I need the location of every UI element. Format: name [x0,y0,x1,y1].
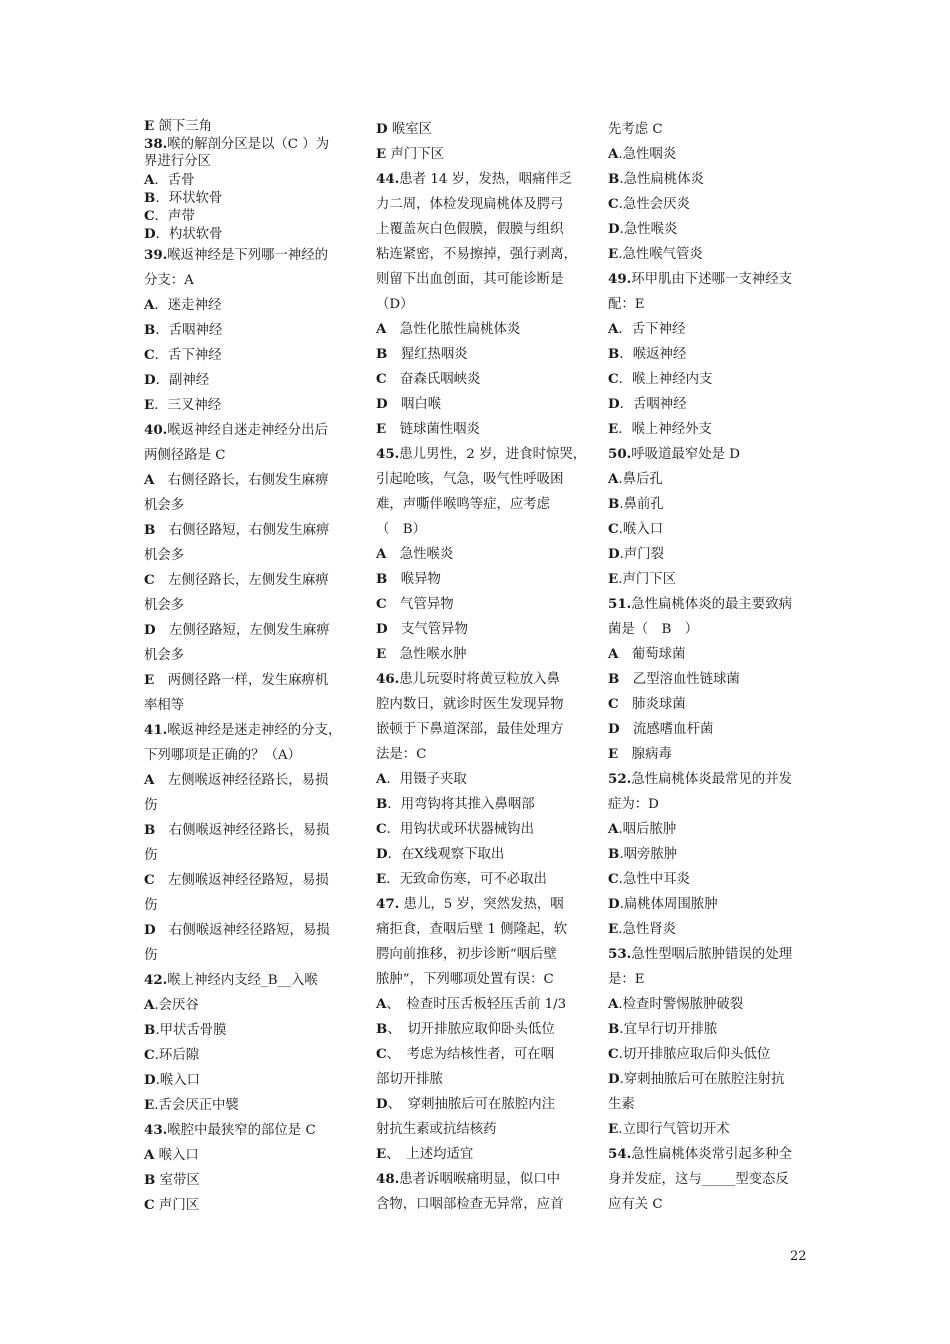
text-line: 伤 [144,848,158,863]
text-line: 应有关 C [608,1197,663,1212]
text-line: B.宜早行切开排脓 [608,1021,718,1037]
text-line: 粘连紧密，不易擦掉，强行剥离， [376,247,577,262]
text-line: 分支：A [144,273,194,288]
text-line: B．舌咽神经 [144,322,223,338]
text-line: D.穿刺抽脓后可在脓腔注射抗 [608,1071,785,1087]
text-line: 配：E [608,297,645,312]
text-line: 法是：C [376,747,427,762]
text-line: C.急性会厌炎 [608,196,690,212]
text-line: D 流感嗜血杆菌 [608,721,714,737]
text-line: D 右侧喉返神经径路短，易损 [144,922,330,938]
text-line: D.喉入口 [144,1072,201,1088]
text-line: E 链球菌性咽炎 [376,421,480,437]
text-line: E．喉上神经外支 [608,421,712,437]
text-line: A.急性咽炎 [608,146,677,162]
text-line: E.立即行气管切开术 [608,1121,730,1137]
text-line: 40.喉返神经自迷走神经分出后 [144,422,328,438]
text-line: A.鼻后孔 [608,471,663,487]
text-line: B．喉返神经 [608,346,687,362]
text-line: B 乙型溶血性链球菌 [608,671,740,687]
text-line: C．喉上神经内支 [608,371,713,387]
text-line: 52.急性扁桃体炎最常见的并发 [608,771,792,787]
text-line: E.舌会厌正中襞 [144,1097,239,1113]
text-line: E.急性肾炎 [608,921,677,937]
text-line: D.急性喉炎 [608,221,678,237]
text-line: C 左侧喉返神经径路短，易损 [144,872,329,888]
text-line: （ B） [376,522,427,537]
text-line: 部切开排脓 [376,1072,443,1087]
text-line: B、 切开排脓应取仰卧头低位 [376,1021,555,1037]
text-line: 伤 [144,798,158,813]
text-line: 49.环甲肌由下述哪一支神经支 [608,271,792,287]
text-line: E.声门下区 [608,571,677,587]
text-line: B.甲状舌骨膜 [144,1022,227,1038]
text-line: C 气管异物 [376,596,454,612]
page-number: 22 [790,1249,807,1264]
text-line: A．用镊子夹取 [376,771,467,787]
text-line: A 右侧径路长，右侧发生麻痹 [144,472,329,488]
text-line: C 肺炎球菌 [608,696,686,712]
text-line: D 支气管异物 [376,621,468,637]
text-line: E 急性喉水肿 [376,646,467,662]
text-line: 42.喉上神经内支经_B__入喉 [144,972,318,988]
text-line: 上覆盖灰白色假膜，假膜与组织 [376,222,564,237]
text-line: B.急性扁桃体炎 [608,171,704,187]
text-line: C、 考虑为结核性者，可在咽 [376,1046,555,1062]
text-line: A、 检查时压舌板轻压舌前 1/3 [376,996,567,1012]
text-line: 46.患儿玩耍时将黄豆粒放入鼻 [376,671,560,687]
text-line: C．用钩状或环状器械钩出 [376,821,534,837]
text-line: E 颌下三角 [144,118,213,134]
text-line: B．环状软骨 [144,190,223,206]
text-line: 51.急性扁桃体炎的最主要致病 [608,596,792,612]
text-line: C 声门区 [144,1197,200,1213]
text-line: 引起呛咳，气急，吸气性呼吸困 [376,472,564,487]
text-line: D．舌咽神经 [608,396,687,412]
text-line: C.切开排脓应取后仰头低位 [608,1046,771,1062]
text-line: A 左侧喉返神经径路长，易损 [144,772,329,788]
text-line: 界进行分区 [144,154,211,169]
text-line: A 喉入口 [144,1147,199,1163]
text-line: 率相等 [144,698,185,713]
text-line: D 喉室区 [376,121,433,137]
text-line: 机会多 [144,598,185,613]
text-line: E 腺病毒 [608,746,672,762]
text-line: 44.患者 14 岁，发热，咽痛伴乏 [376,171,573,187]
text-line: 机会多 [144,548,185,563]
text-line: 54.急性扁桃体炎常引起多种全 [608,1146,792,1162]
text-line: 难，声嘶伴喉鸣等症，应考虑 [376,497,551,512]
text-line: 症为：D [608,797,659,812]
text-line: D 咽白喉 [376,396,442,412]
text-line: 48.患者诉咽喉痛明显，似口中 [376,1171,560,1187]
text-line: 39.喉返神经是下列哪一神经的 [144,247,328,263]
text-line: 45.患儿男性，2 岁，进食时惊哭， [376,446,587,462]
text-line: C.急性中耳炎 [608,871,690,887]
text-line: E．无致命伤寒，可不必取出 [376,871,547,887]
text-line: C 左侧径路长，左侧发生麻痹 [144,572,329,588]
text-line: 身并发症，这与_____型变态反 [608,1172,789,1187]
text-line: 47. 患儿，5 岁，突然发热，咽 [376,896,564,912]
text-line: B 右侧径路短，右侧发生麻痹 [144,522,330,538]
text-line: B.咽旁脓肿 [608,846,678,862]
text-line: A．迷走神经 [144,297,222,313]
text-line: 含物，口咽部检查无异常，应首 [376,1197,564,1212]
text-column-right [608,117,808,1217]
text-line: 射抗生素或抗结核药 [376,1122,497,1137]
text-line: B．用弯钩将其推入鼻咽部 [376,796,535,812]
text-line: 伤 [144,898,158,913]
text-column-middle [376,117,587,1217]
text-line: 43.喉腔中最狭窄的部位是 C [144,1122,316,1138]
text-line: 先考虑 C [608,122,663,137]
text-line: B.鼻前孔 [608,496,664,512]
text-line: 是：E [608,972,645,987]
text-line: 机会多 [144,498,185,513]
text-line: 两侧径路是 C [144,448,226,463]
text-line: 生素 [608,1097,635,1112]
text-line: E 声门下区 [376,146,445,162]
text-line: 伤 [144,948,158,963]
text-line: 力二周，体检发现扁桃体及腭弓 [376,197,564,212]
text-line: A．舌下神经 [608,321,686,337]
text-line: B 右侧喉返神经径路长，易损 [144,822,330,838]
text-line: B 喉异物 [376,571,441,587]
text-line: D.扁桃体周围脓肿 [608,896,718,912]
text-line: C．声带 [144,208,195,224]
text-line: A．舌骨 [144,172,195,188]
text-line: C.喉入口 [608,521,664,537]
text-line: 下列哪项是正确的？（A） [144,748,301,763]
text-line: 嵌顿于下鼻道深部，最佳处理方 [376,722,564,737]
text-line: C.环后隙 [144,1047,200,1063]
text-line: 菌是（ B ） [608,622,699,637]
text-line: 脓肿”，下列哪项处置有误：C [376,972,554,987]
text-line: D．在X线观察下取出 [376,846,505,862]
text-line: E、 上述均适宜 [376,1146,474,1162]
text-line: 53.急性型咽后脓肿错误的处理 [608,946,792,962]
text-line: B 猩红热咽炎 [376,346,468,362]
text-line: E 两侧径路一样，发生麻痹机 [144,672,329,688]
text-line: A 急性喉炎 [376,546,454,562]
text-line: D．杓状软骨 [144,226,223,242]
text-line: D.声门裂 [608,546,665,562]
text-line: C．舌下神经 [144,347,222,363]
text-line: D、 穿刺抽脓后可在脓腔内注 [376,1096,556,1112]
text-line: （D） [376,297,414,312]
text-line: C 奋森氏咽峡炎 [376,371,481,387]
text-line: 则留下出血创面，其可能诊断是 [376,272,564,287]
text-line: A.会厌谷 [144,997,199,1013]
text-line: 41.喉返神经是迷走神经的分支， [144,722,342,738]
text-line: D 左侧径路短，左侧发生麻痹 [144,622,330,638]
text-column-left [144,117,344,1218]
text-line: A.检查时警惕脓肿破裂 [608,996,744,1012]
text-line: A.咽后脓肿 [608,821,677,837]
text-line: 痛拒食，查咽后壁 1 侧隆起，软 [376,922,568,937]
text-line: 机会多 [144,648,185,663]
text-line: B 室带区 [144,1172,200,1188]
text-line: 50.呼吸道最窄处是 D [608,446,741,462]
text-line: 腭向前推移，初步诊断“咽后壁 [376,947,557,962]
text-line: A 急性化脓性扁桃体炎 [376,321,521,337]
text-line: 38.喉的解剖分区是以（C ）为 [144,136,330,152]
text-line: D．副神经 [144,372,210,388]
text-line: 腔内数日，就诊时医生发现异物 [376,697,564,712]
text-line: A 葡萄球菌 [608,646,686,662]
text-line: E．三叉神经 [144,397,222,413]
text-line: E.急性喉气管炎 [608,246,703,262]
